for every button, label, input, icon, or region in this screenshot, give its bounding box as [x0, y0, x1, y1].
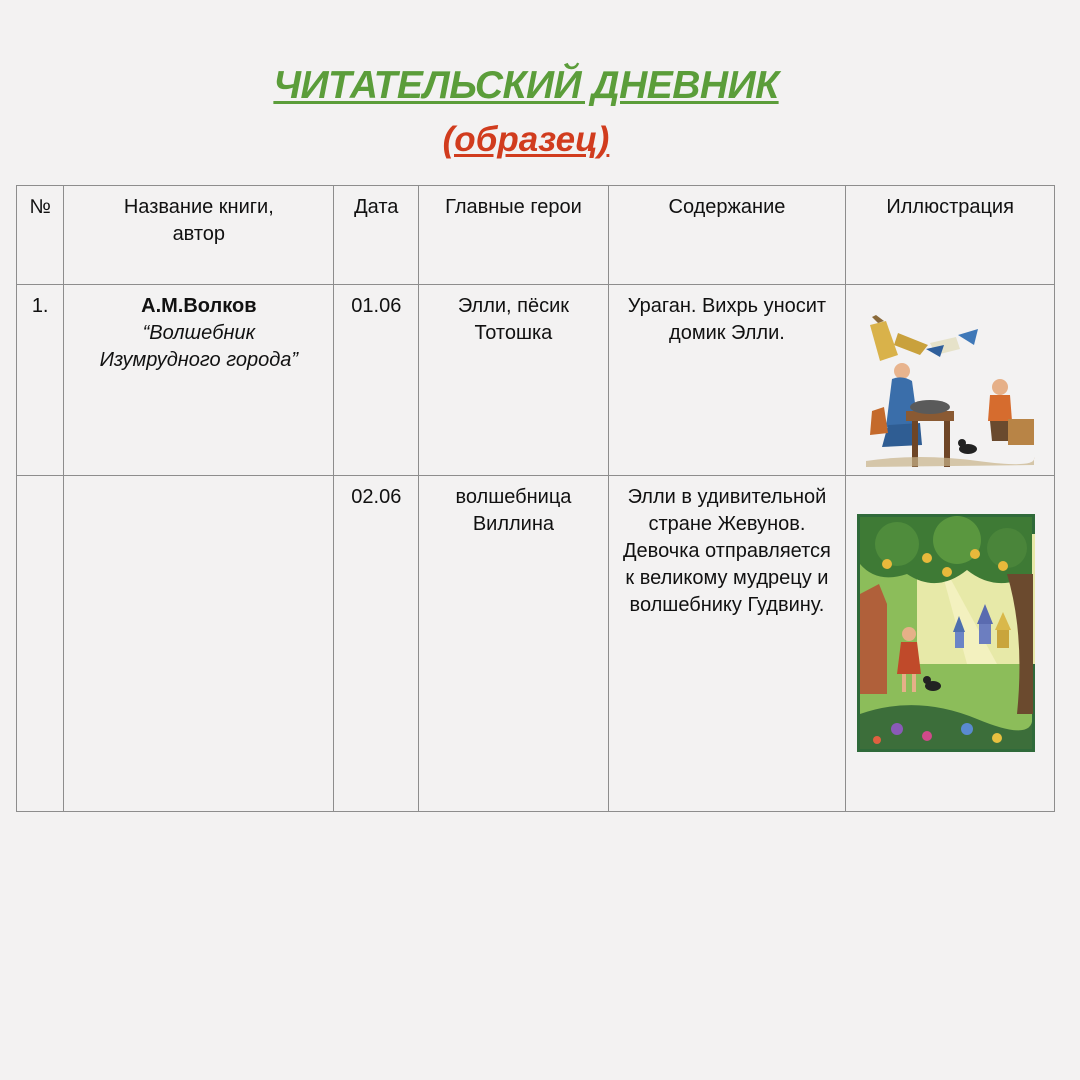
reading-diary-table — [16, 185, 1055, 812]
column-header-number: № — [17, 186, 64, 285]
heroes-cell: волшебница Виллина — [419, 476, 608, 812]
illustration-cell — [846, 476, 1055, 812]
column-header-date: Дата — [334, 186, 419, 285]
content-cell: Ураган. Вихрь уносит домик Элли. — [608, 285, 846, 476]
hurricane-illustration — [858, 315, 1038, 475]
book-cell — [64, 285, 334, 476]
content-cell: Элли в удивительной стране Жевунов. Девочка отправляется к великому мудрецу и волшебнику Гудвину. — [608, 476, 846, 812]
date-cell: 01.06 — [334, 285, 419, 476]
heroes-cell: Элли, пёсик Тотошка — [419, 285, 608, 476]
book-title: “Волшебник Изумрудного города” — [99, 322, 299, 371]
column-header-book: Название книги, автор — [64, 186, 334, 285]
row-number — [17, 476, 64, 812]
illustration-cell — [846, 285, 1055, 476]
page-title: ЧИТАТЕЛЬСКИЙ ДНЕВНИК — [273, 64, 779, 107]
column-header-illustration: Иллюстрация — [846, 186, 1055, 285]
table-row — [17, 476, 1055, 812]
book-cell — [64, 476, 334, 812]
book-author: А.М.Волков — [141, 295, 257, 317]
row-number: 1. — [17, 285, 64, 476]
column-header-heroes: Главные герои — [419, 186, 608, 285]
table-row — [17, 285, 1055, 476]
date-cell: 02.06 — [334, 476, 419, 812]
fairy-land-illustration — [857, 514, 1035, 752]
table-header-row — [17, 186, 1055, 285]
column-header-content: Содержание — [608, 186, 846, 285]
page-subtitle: (образец) — [442, 120, 610, 159]
